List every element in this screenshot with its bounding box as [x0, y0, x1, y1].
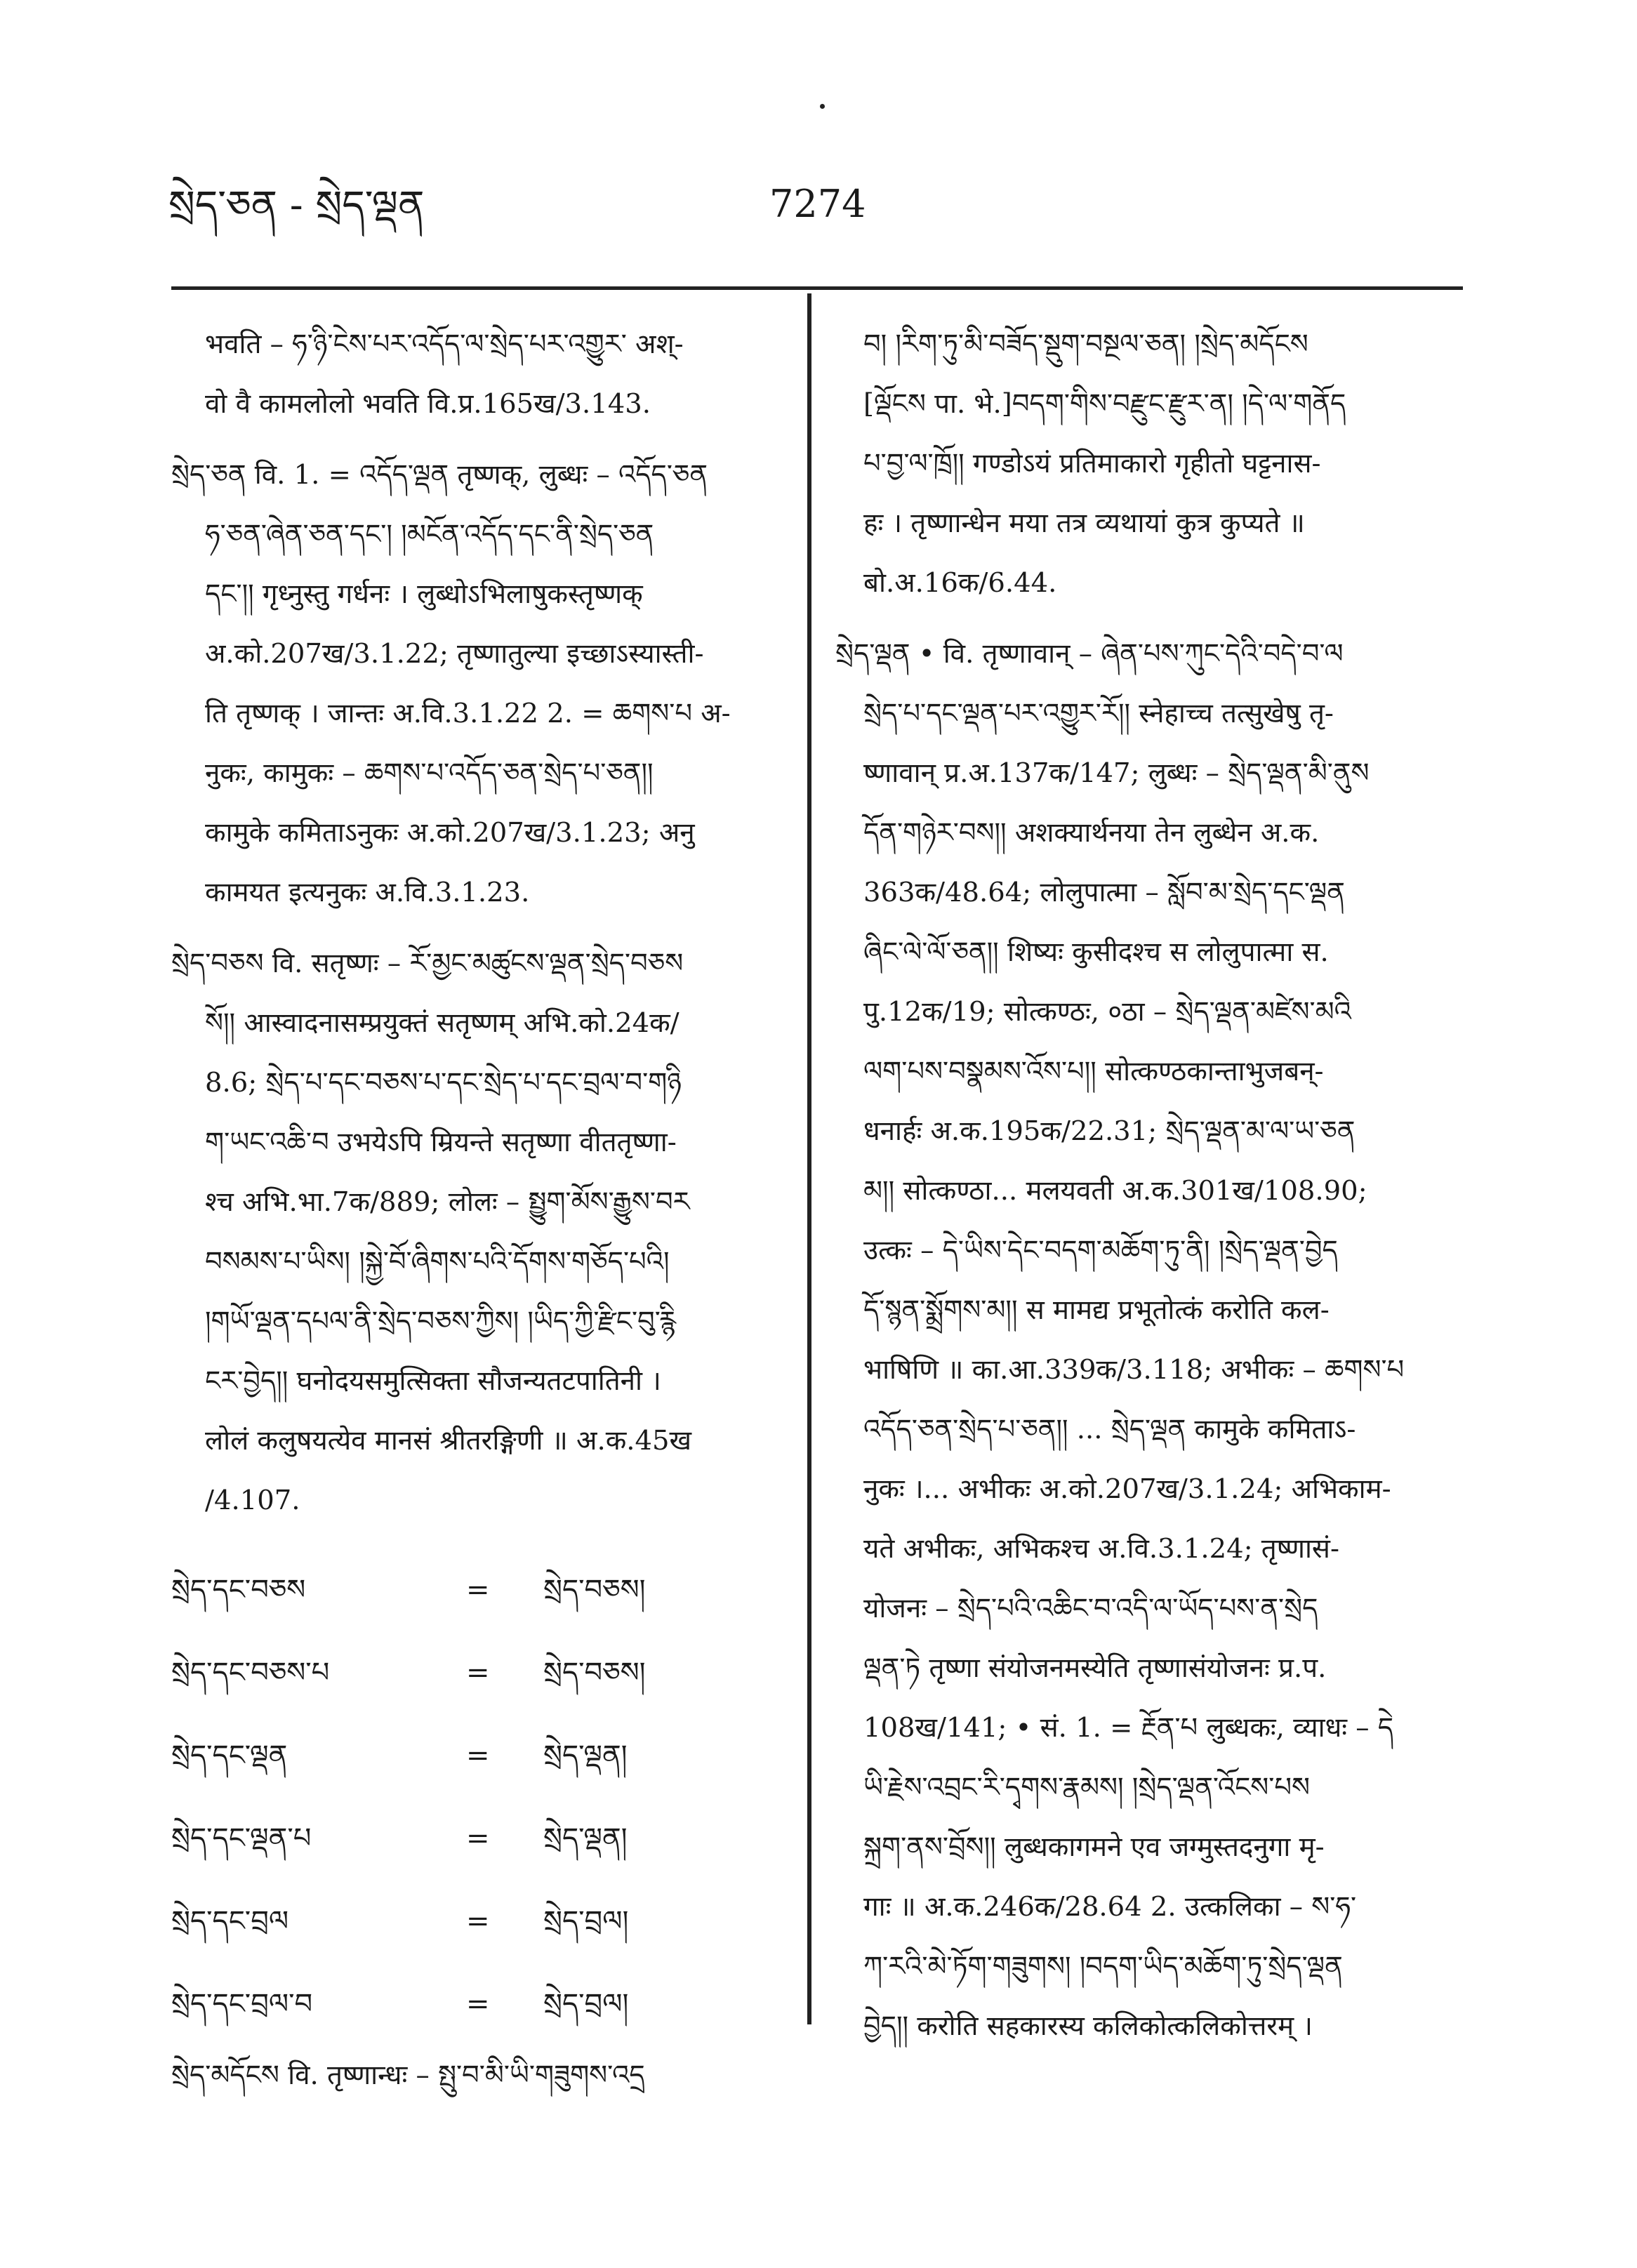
entry-line: དོན་གཉེར་བས།། अशक्यार्थनया तेन लुब्धेन अ.क.: [863, 817, 1320, 849]
entry-line: ति तृष्णक् । जान्तः अ.वि.3.1.22 2. = ཆགས་པ अ-: [205, 698, 731, 729]
entry-continuation-right: [835, 314, 1467, 613]
xref-equals: =: [466, 1573, 490, 1606]
entry-line: ཡི་རྗེས་འབྲང་རི་དྭགས་རྣམས། །སྲེད་ལྡན་འོངས་པས: [863, 1772, 1311, 1803]
entry-line: སོ།། आस्वादनासम्प्रयुक्तं सतृष्णम् अभि.को.24क/: [205, 1007, 680, 1039]
xref-term: སྲེད་དང་བྲལ་བ: [171, 1987, 313, 2020]
xref-target: སྲེད་བྲལ།: [543, 1987, 629, 2020]
entry-line: कामुके कमिताऽनुकः अ.को.207ख/3.1.23; अनु: [205, 817, 695, 849]
entry-line: पु.12क/19; सोत्कण्ठः, ०ठा – སྲེད་ལྡན་མཛེས་མའི: [863, 996, 1351, 1028]
entry-line: उत्कः – དེ་ཡིས་དེང་བདག་མཆོག་ཏུ་ནི། །སྲེད་ལྡན་བྱེད: [863, 1235, 1338, 1266]
entry-sred-bcas: [171, 934, 775, 1530]
xref-target: སྲེད་ལྡན།: [543, 1822, 628, 1855]
entry-line: དོ་སྙན་སྨྲོགས་མ།། स मामद्य प्रभूतोत्कं करोति कल-: [863, 1294, 1330, 1326]
entry-line: །གཡོ་ལྡན་དཔལ་ནི་སྲེད་བཅས་ཀྱིས། །ཡིད་ཀྱི་རྫིང་བུ་རྙི: [205, 1306, 676, 1337]
entry-line: [ལྡོངས पा. भे.]བདག་གིས་བརྫུང་རྫུར་ན། །དེ་ལ་གནོད: [863, 388, 1346, 420]
entry-line: नुकः ।... अभीकः अ.को.207ख/3.1.24; अभिकाम-: [863, 1473, 1391, 1505]
cross-reference-row: [171, 1631, 775, 1714]
entry-line: དང་།། गृध्नुस्तु गर्धनः । लुब्धोऽभिलाषुकस्तृष्णक्: [205, 578, 643, 610]
entry-headline: སྲེད་ཅན वि. 1. = འདོད་ལྡན तृष्णक्, लुब्धः – འདོད་ཅན: [171, 459, 708, 491]
entry-line: ཞིང་ལེ་ལོ་ཅན།། शिष्यः कुसीदश्च स लोलुपात्मा स.: [863, 936, 1329, 968]
xref-term: སྲེད་དང་བཅས་པ: [171, 1656, 330, 1689]
entry-line: བ། །རིག་ཏུ་མི་བཟོད་སྡུག་བསྔལ་ཅན། །སྲེད་མདོངས: [863, 329, 1308, 360]
entry-headline: སྲེད་བཅས वि. सतृष्णः – རོ་མྱང་མཚུངས་ལྡན་སྲེད་བཅས: [171, 948, 684, 979]
header-rule: [171, 286, 1463, 290]
entry-line: འདོད་ཅན་སྲེད་པ་ཅན།། ... སྲེད་ལྡན कामुके कमिताऽ-: [863, 1414, 1356, 1445]
cross-reference-list: [171, 1549, 775, 2045]
entry-line: योजनः – སྲེད་པའི་འཆིང་བ་འདི་ལ་ཡོད་པས་ན་སྲེད: [863, 1593, 1318, 1624]
xref-target: སྲེད་བྲལ།: [543, 1904, 629, 1937]
entry-line: भवति – ཧ་ཉི་ངེས་པར་འདོད་ལ་སྲེད་པར་འགྱུར་ अश्-: [205, 329, 684, 360]
xref-equals: =: [466, 1904, 490, 1937]
xref-term: སྲེད་དང་བྲལ: [171, 1904, 289, 1937]
xref-term: སྲེད་དང་ལྡན་པ: [171, 1822, 312, 1855]
column-divider: [807, 293, 811, 2024]
running-head: སྲེད་ཅན - སྲེད་ལྡན: [168, 183, 425, 228]
entry-line: हः । तृष्णान्धेन मया तत्र व्यथायां कुत्र कुप्यते ॥: [863, 508, 1305, 539]
entry-line: वो वै कामलोलो भवति वि.प्र.165ख/3.143.: [205, 388, 651, 420]
xref-target: སྲེད་ལྡན།: [543, 1739, 628, 1772]
left-column: [171, 314, 775, 2105]
entry-line: 108ख/141; • सं. 1. = རྔོན་པ लुब्धकः, व्याधः – དེ: [863, 1712, 1394, 1744]
entry-line: ངར་བྱེད།། घनोदयसमुत्सिक्ता सौजन्यतटपातिनी ।: [205, 1365, 661, 1397]
entry-line: ཀ་རའི་མེ་ཏོག་གཟུགས། །བདག་ཡིད་མཆོག་ཏུ་སྲེད་ལྡན: [863, 1951, 1343, 1982]
entry-line: ཧ་ཅན་ཞེན་ཅན་དང་། །མངོན་འདོད་དང་ནི་སྲེད་ཅན: [205, 519, 654, 550]
xref-equals: =: [466, 1656, 490, 1689]
entry-line: ལྡན་ཏེ तृष्णा संयोजनमस्येति तृष्णासंयोजनः प्र.प.: [863, 1652, 1327, 1684]
entry-line: बो.अ.16क/6.44.: [863, 567, 1057, 599]
entry-line: མ།། सोत्कण्ठा... मलयवती अ.क.301ख/108.90;: [863, 1175, 1367, 1207]
entry-line: यते अभीकः, अभिकश्च अ.वि.3.1.24; तृष्णासं-: [863, 1533, 1339, 1565]
entry-headline: སྲེད་ལྡན • वि. तृष्णावान् – ཞེན་པས་ཀུང་དེའི་བདེ་བ་ལ: [835, 638, 1344, 670]
entry-line: धनार्हः अ.क.195क/22.31; སྲེད་ལྡན་མ་ལ་ཡ་ཅན: [863, 1115, 1356, 1147]
entry-line: ག་ཡང་འཆི་བ उभयेऽपि म्रियन्ते सतृष्णा वीततृष्णा-: [205, 1127, 677, 1158]
entry-line: བསམས་པ་ཡིས། །སྐྱེ་བོ་ཞིགས་པའི་དོགས་གཅོད་པའི།: [205, 1246, 670, 1278]
entry-line: བྱེད།། करोति सहकारस्य कलिकोत्कलिकोत्तरम् ।: [863, 2010, 1313, 2042]
entry-continuation: [171, 314, 775, 434]
entry-line: ལག་པས་བསྣམས་འོས་པ།། सोत्कण्ठकान्ताभुजबन्-: [863, 1056, 1324, 1087]
entry-line: अ.को.207ख/3.1.22; तृष्णातुल्या इच्छाऽस्यास्ती-: [205, 638, 704, 670]
entry-sred-mdongs-headline: སྲེད་མདོངས वि. तृष्णान्धः – སྤུ་བ་མི་ཡི་གཟུགས་འདྲ: [171, 2060, 645, 2091]
decorative-dot: [820, 104, 825, 109]
entry-line: ष्णावान् प्र.अ.137क/147; लुब्धः – སྲེད་ལྡན་མི་ནུས: [863, 757, 1370, 789]
xref-target: སྲེད་བཅས།: [543, 1656, 646, 1689]
right-column: [835, 314, 1467, 2067]
entry-line: སྲེད་པ་དང་ལྡན་པར་འགྱུར་རོ།། स्नेहाच्च तत्सुखेषु तृ-: [863, 698, 1334, 729]
entry-line: 363क/48.64; लोलुपात्मा – སློབ་མ་སྲེད་དང་ལྡན: [863, 877, 1345, 908]
entry-line: लोलं कलुषयत्येव मानसं श्रीतरङ्गिणी ॥ अ.क.45ख: [205, 1425, 691, 1457]
cross-reference-row: [171, 1880, 775, 1963]
xref-term: སྲེད་དང་ལྡན: [171, 1739, 288, 1772]
entry-sred-can: [171, 445, 775, 922]
entry-line: སྐྲག་ནས་བྲོས།། लुब्धकागमने एव जग्मुस्तदनुगा मृ-: [863, 1831, 1325, 1863]
cross-reference-row: [171, 1797, 775, 1880]
entry-line: कामयत इत्यनुकः अ.वि.3.1.23.: [205, 877, 530, 908]
entry-line: /4.107.: [205, 1485, 300, 1516]
entry-line: भाषिणि ॥ का.आ.339क/3.118; अभीकः – ཆགས་པ: [863, 1354, 1405, 1386]
page-number: 7274: [769, 182, 866, 226]
xref-term: སྲེད་དང་བཅས: [171, 1573, 306, 1606]
cross-reference-row: [171, 1549, 775, 1631]
entry-line: नुकः, कामुकः – ཆགས་པ་འདོད་ཅན་སྲེད་པ་ཅན།།: [205, 757, 654, 789]
xref-target: སྲེད་བཅས།: [543, 1573, 646, 1606]
cross-reference-row: [171, 1963, 775, 2045]
xref-equals: =: [466, 1739, 490, 1772]
entry-line: श्च अभि.भा.7क/889; लोलः – སྤྱུག་མོས་རྒྱུས་བར: [205, 1186, 690, 1218]
entry-line: गाः ॥ अ.क.246क/28.64 2. उत्कलिका – ས་ཧ་: [863, 1891, 1357, 1923]
entry-line: 8.6; སྲེད་པ་དང་བཅས་པ་དང་སྲེད་པ་དང་བྲལ་བ་གཉི: [205, 1067, 682, 1099]
entry-line: པ་བྱ་ལ་ཁྲོ།། गण्डोऽयं प्रतिमाकारो गृहीतो घट्टनास-: [863, 448, 1321, 479]
xref-equals: =: [466, 1987, 490, 2020]
cross-reference-row: [171, 1714, 775, 1797]
entry-sred-ldan: [835, 624, 1467, 2056]
xref-equals: =: [466, 1822, 490, 1855]
